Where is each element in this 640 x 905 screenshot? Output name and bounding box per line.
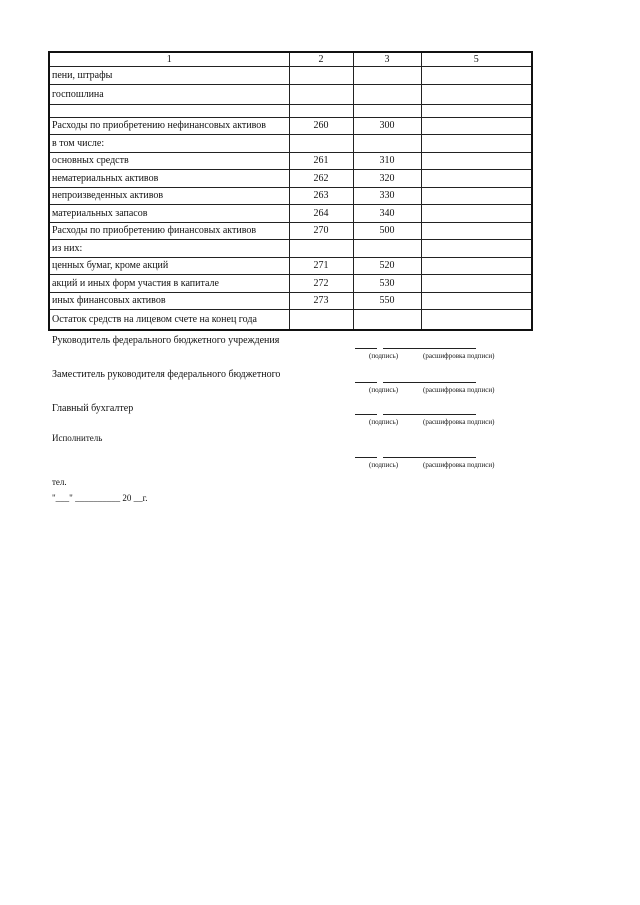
row-label: акций и иных форм участия в капитале xyxy=(49,275,289,293)
decode-line xyxy=(383,348,476,349)
table-row xyxy=(49,222,532,240)
signature-label-deputy: Заместитель руководителя федерального бюджетного xyxy=(52,369,281,380)
report-table-body xyxy=(49,52,532,330)
row-code xyxy=(289,84,353,104)
table-row xyxy=(49,205,532,223)
row-amount xyxy=(421,170,532,188)
signature-line xyxy=(355,348,377,349)
row-kosgu xyxy=(353,104,421,117)
row-label: основных средств xyxy=(49,152,289,170)
row-amount xyxy=(421,104,532,117)
row-amount xyxy=(421,310,532,331)
row-code: 261 xyxy=(289,152,353,170)
row-kosgu: 550 xyxy=(353,292,421,310)
row-label: Остаток средств на лицевом счете на конец года xyxy=(49,310,289,331)
signature-caption: (подпись) xyxy=(369,418,399,426)
decode-caption: (расшифровка подписи) xyxy=(423,418,495,426)
row-kosgu: 330 xyxy=(353,187,421,205)
row-kosgu: 310 xyxy=(353,152,421,170)
row-code: 264 xyxy=(289,205,353,223)
row-label: иных финансовых активов xyxy=(49,292,289,310)
row-label: из них: xyxy=(49,240,289,258)
row-kosgu xyxy=(353,67,421,85)
table-row xyxy=(49,240,532,258)
row-label: пени, штрафы xyxy=(49,67,289,85)
table-row xyxy=(49,170,532,188)
row-code xyxy=(289,135,353,153)
row-code: 272 xyxy=(289,275,353,293)
decode-caption: (расшифровка подписи) xyxy=(423,386,495,394)
row-amount xyxy=(421,67,532,85)
table-row xyxy=(49,117,532,135)
table-row xyxy=(49,187,532,205)
row-label: непроизведенных активов xyxy=(49,187,289,205)
table-row xyxy=(49,310,532,331)
phone-label: тел. xyxy=(52,477,67,487)
row-label: Расходы по приобретению финансовых активов xyxy=(49,222,289,240)
decode-line xyxy=(383,457,476,458)
table-row xyxy=(49,135,532,153)
signature-label-accountant: Главный бухгалтер xyxy=(52,403,134,414)
row-kosgu xyxy=(353,240,421,258)
row-amount xyxy=(421,205,532,223)
table-row xyxy=(49,257,532,275)
row-code: 273 xyxy=(289,292,353,310)
row-amount xyxy=(421,152,532,170)
row-label: материальных запасов xyxy=(49,205,289,223)
signature-caption: (подпись) xyxy=(369,386,399,394)
report-table xyxy=(48,51,533,331)
row-label: Расходы по приобретению нефинансовых активов xyxy=(49,117,289,135)
table-row xyxy=(49,84,532,104)
row-kosgu: 520 xyxy=(353,257,421,275)
date-line: "___" __________ 20 __г. xyxy=(52,493,148,503)
decode-line xyxy=(383,414,476,415)
row-code xyxy=(289,67,353,85)
signature-line xyxy=(355,414,377,415)
signature-label-director: Руководитель федерального бюджетного учреждения xyxy=(52,335,280,346)
row-kosgu: 340 xyxy=(353,205,421,223)
row-kosgu: 320 xyxy=(353,170,421,188)
row-amount xyxy=(421,187,532,205)
row-kosgu xyxy=(353,310,421,331)
row-code: 270 xyxy=(289,222,353,240)
table-row xyxy=(49,67,532,85)
row-amount xyxy=(421,135,532,153)
signature-caption: (подпись) xyxy=(369,461,399,469)
signature-line xyxy=(355,382,377,383)
row-code: 262 xyxy=(289,170,353,188)
row-label: нематериальных активов xyxy=(49,170,289,188)
decode-caption: (расшифровка подписи) xyxy=(423,352,495,360)
row-kosgu: 300 xyxy=(353,117,421,135)
row-code: 271 xyxy=(289,257,353,275)
row-amount xyxy=(421,292,532,310)
row-code xyxy=(289,104,353,117)
table-row xyxy=(49,152,532,170)
row-code xyxy=(289,240,353,258)
row-label: госпошлина xyxy=(49,84,289,104)
row-kosgu xyxy=(353,84,421,104)
row-amount xyxy=(421,84,532,104)
row-label: в том числе: xyxy=(49,135,289,153)
header-col-3: 3 xyxy=(353,52,421,67)
row-kosgu: 500 xyxy=(353,222,421,240)
decode-caption: (расшифровка подписи) xyxy=(423,461,495,469)
table-row xyxy=(49,275,532,293)
header-col-2: 2 xyxy=(289,52,353,67)
table-row xyxy=(49,104,532,117)
row-amount xyxy=(421,222,532,240)
row-code: 263 xyxy=(289,187,353,205)
row-kosgu xyxy=(353,135,421,153)
row-code: 260 xyxy=(289,117,353,135)
header-col-1: 1 xyxy=(49,52,289,67)
table-row xyxy=(49,292,532,310)
row-amount xyxy=(421,257,532,275)
row-kosgu: 530 xyxy=(353,275,421,293)
signature-label-executor: Исполнитель xyxy=(52,433,103,443)
row-amount xyxy=(421,275,532,293)
table-header-row xyxy=(49,52,532,67)
row-amount xyxy=(421,240,532,258)
row-amount xyxy=(421,117,532,135)
decode-line xyxy=(383,382,476,383)
row-label: ценных бумаг, кроме акций xyxy=(49,257,289,275)
signature-line xyxy=(355,457,377,458)
header-col-5: 5 xyxy=(421,52,532,67)
row-label xyxy=(49,104,289,117)
row-code xyxy=(289,310,353,331)
signature-caption: (подпись) xyxy=(369,352,399,360)
